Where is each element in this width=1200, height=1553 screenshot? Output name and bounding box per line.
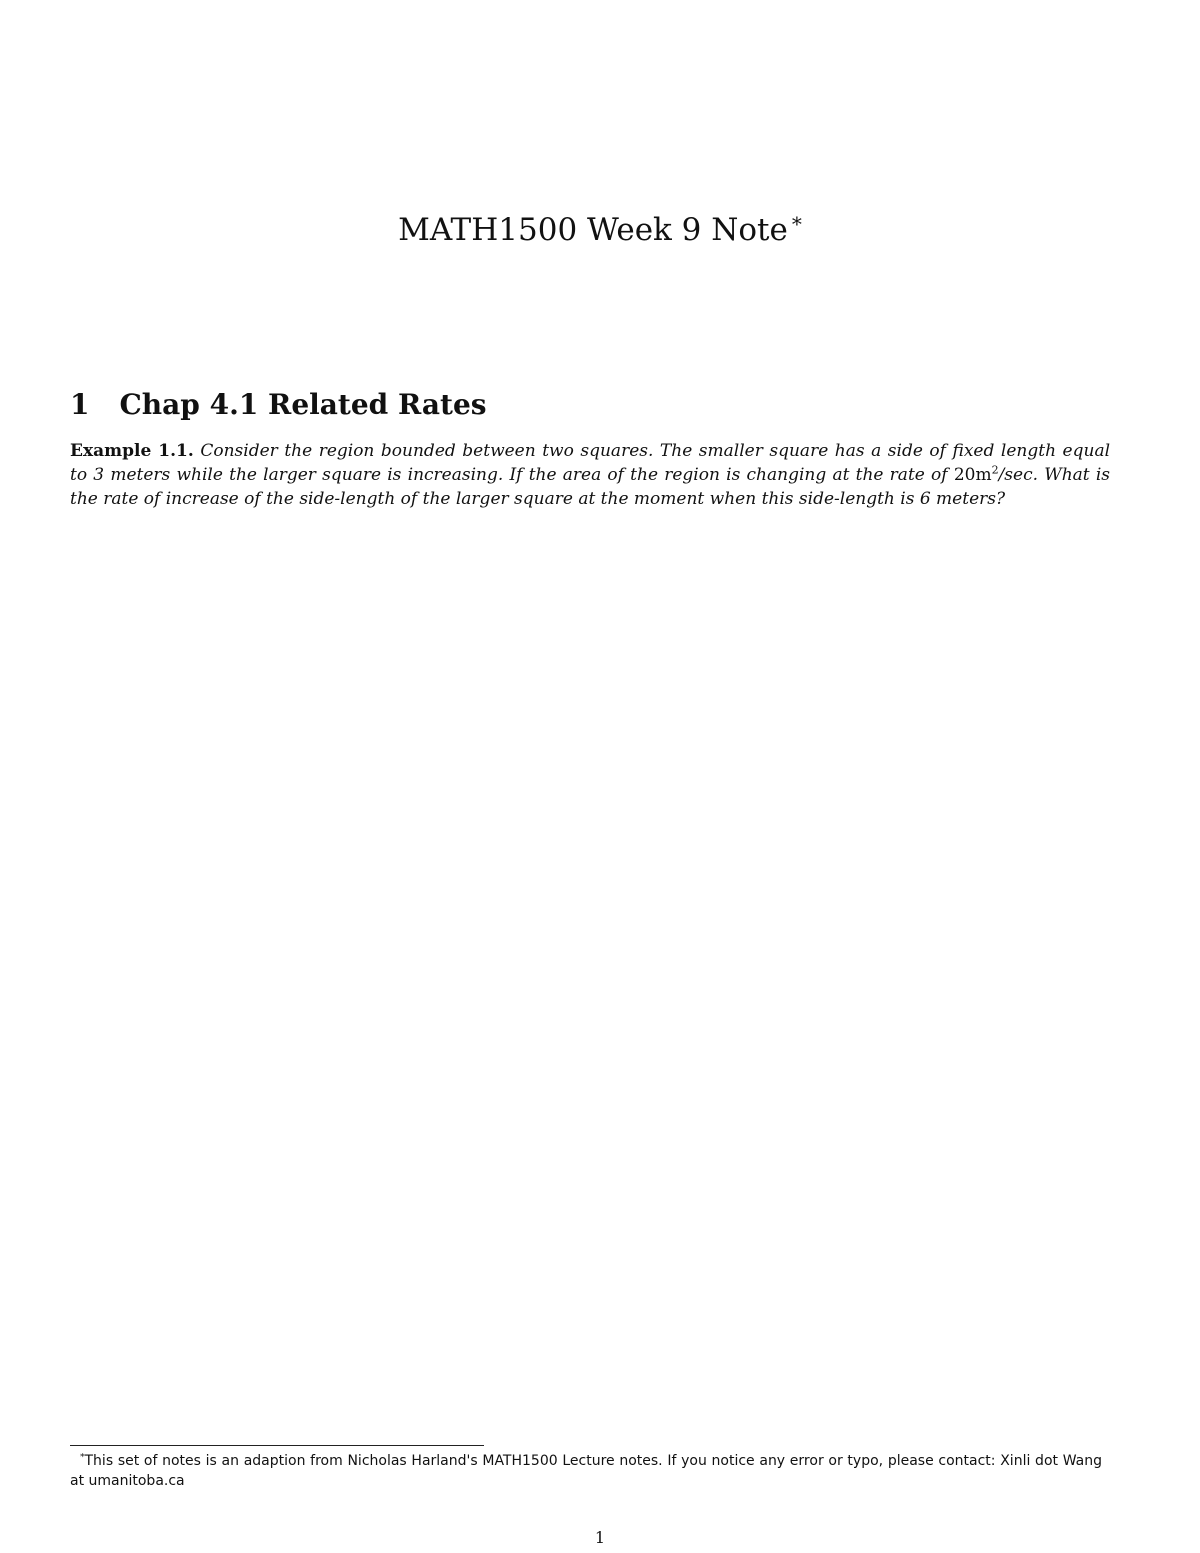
footnote-divider (70, 1445, 484, 1446)
example-label: Example 1.1. (70, 441, 194, 461)
footnote-mark: * (80, 1452, 85, 1463)
section-number: 1 (70, 388, 90, 421)
title-text: MATH1500 Week 9 Note (398, 212, 788, 248)
document-title (0, 212, 1200, 248)
title-footnote-mark: * (791, 212, 802, 236)
example-text-part2: /sec. What is the rate of increase of the side-length of the larger square at the moment when this side-length is 6 meters? (70, 465, 1111, 509)
footnote-indent (70, 1453, 80, 1469)
rate-exponent: 2 (991, 463, 999, 477)
section-title: Chap 4.1 Related Rates (119, 388, 487, 421)
section-heading (70, 388, 487, 421)
footnote-text: This set of notes is an adaption from Nicholas Harland's MATH1500 Lecture notes. If you notice any error or typo, please contact: Xinli dot Wang at umanitoba.ca (70, 1453, 1102, 1489)
page-number: 1 (594, 1528, 606, 1547)
example-block (70, 439, 1110, 511)
example-text-part1: Consider the region bounded between two squares. The smaller square has a side of fixed length equal to 3 meters while the larger square is increasing. If the area of the region is changing at the rate of (70, 441, 1111, 485)
footnote (70, 1451, 1102, 1491)
rate-value: 20m (953, 465, 992, 485)
example-rate-value (954, 465, 999, 485)
